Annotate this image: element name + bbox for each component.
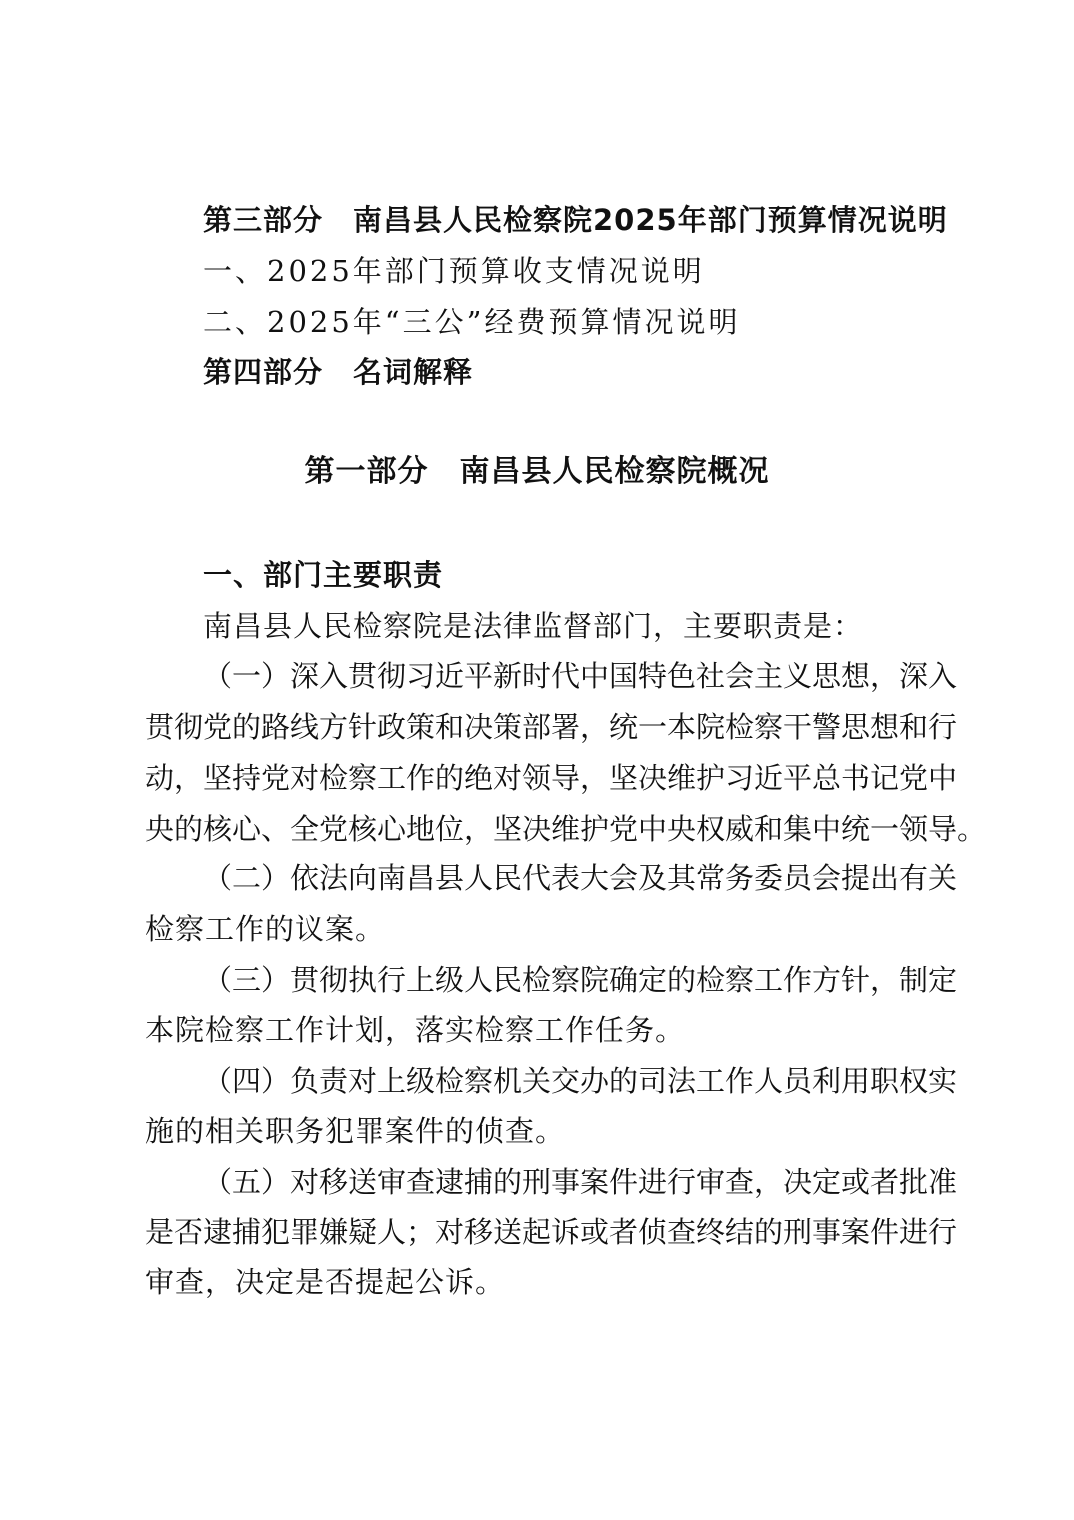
duty-2-line-2: 检察工作的议案。: [145, 912, 386, 946]
duty-5-line-3: 审查，决定是否提起公诉。: [145, 1265, 506, 1299]
toc-part3-title: 第三部分 南昌县人民检察院2025年部门预算情况说明: [203, 203, 948, 237]
duty-1-line-1: （一）深入贯彻习近平新时代中国特色社会主义思想，深入: [203, 659, 958, 693]
section-heading: 一、部门主要职责: [203, 558, 444, 592]
duty-4-line-1: （四）负责对上级检察机关交办的司法工作人员利用职权实: [203, 1064, 958, 1098]
toc-part4-title: 第四部分 名词解释: [203, 355, 474, 389]
duty-2-line-1: （二）依法向南昌县人民代表大会及其常务委员会提出有关: [203, 861, 958, 895]
duty-3-line-2: 本院检察工作计划，落实检察工作任务。: [145, 1013, 686, 1047]
duty-1-line-3: 动，坚持党对检察工作的绝对领导，坚决维护习近平总书记党中: [145, 761, 958, 795]
toc-part3-item-2: 二、2025年“三公”经费预算情况说明: [203, 305, 741, 339]
duty-1-line-2: 贯彻党的路线方针政策和决策部署，统一本院检察干警思想和行: [145, 710, 958, 744]
section-title: 第一部分 南昌县人民检察院概况: [304, 454, 770, 489]
duty-5-line-1: （五）对移送审查逮捕的刑事案件进行审查，决定或者批准: [203, 1165, 958, 1199]
duty-3-line-1: （三）贯彻执行上级人民检察院确定的检察工作方针，制定: [203, 963, 958, 997]
duty-1-line-4: 央的核心、全党核心地位，坚决维护党中央权威和集中统一领导。: [145, 812, 987, 846]
duty-5-line-2: 是否逮捕犯罪嫌疑人；对移送起诉或者侦查终结的刑事案件进行: [145, 1215, 958, 1249]
toc-part3-item-1: 一、2025年部门预算收支情况说明: [203, 254, 705, 288]
intro-paragraph: 南昌县人民检察院是法律监督部门，主要职责是：: [203, 609, 864, 643]
duty-4-line-2: 施的相关职务犯罪案件的侦查。: [145, 1114, 566, 1148]
